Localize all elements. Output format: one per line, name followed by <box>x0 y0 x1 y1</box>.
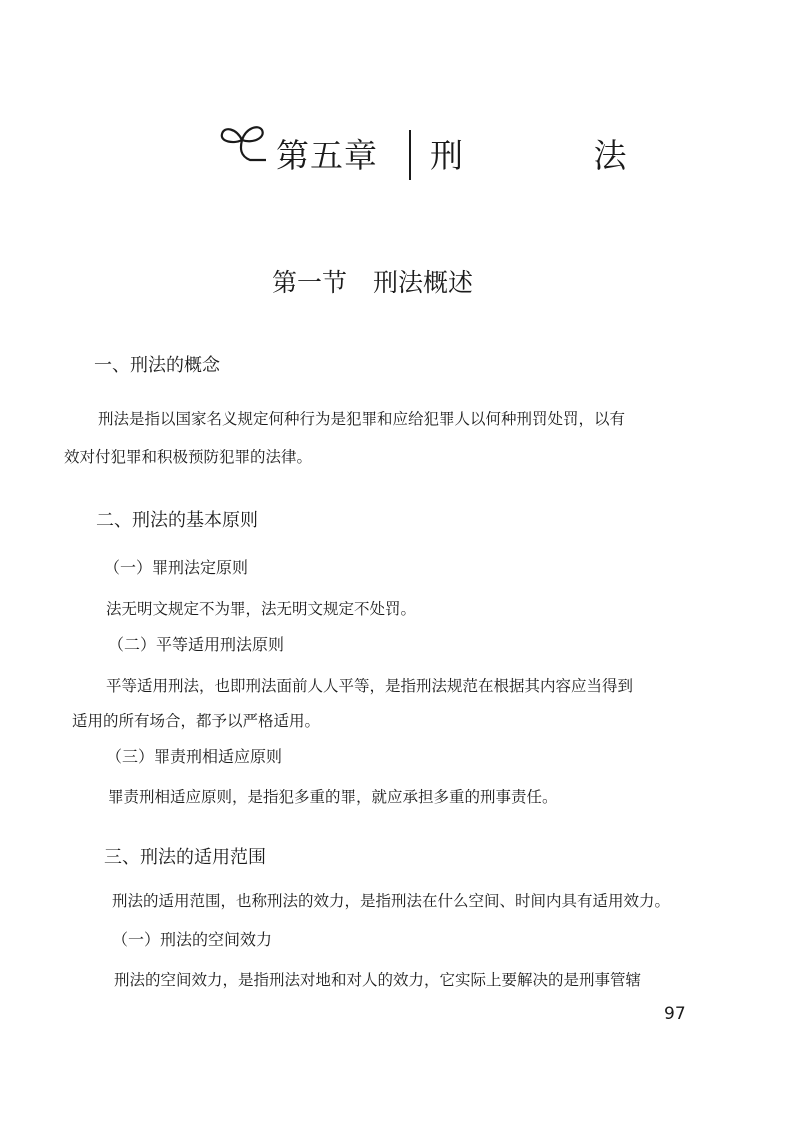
paragraph-line: 效对付犯罪和积极预防犯罪的法律。 <box>64 448 313 466</box>
subheading-equality: （二）平等适用刑法原则 <box>108 635 285 654</box>
heading-concept: 一、刑法的概念 <box>94 355 220 376</box>
paragraph-line: 法无明文规定不为罪，法无明文规定不处罚。 <box>106 600 417 618</box>
subheading-spatial: （一）刑法的空间效力 <box>112 930 273 949</box>
heading-scope: 三、刑法的适用范围 <box>104 847 266 868</box>
subheading-legality: （一）罪刑法定原则 <box>104 558 249 577</box>
paragraph-line: 刑法是指以国家名义规定何种行为是犯罪和应给犯罪人以何种刑罚处罚，以有 <box>98 410 626 428</box>
sprout-icon <box>216 118 268 166</box>
page-number: 97 <box>664 1004 686 1024</box>
chapter-number: 第五章 <box>276 136 378 175</box>
paragraph-line: 刑法的空间效力，是指刑法对地和对人的效力，它实际上要解决的是刑事管辖 <box>114 971 642 989</box>
section-name: 刑法概述 <box>373 268 474 297</box>
paragraph-line: 刑法的适用范围，也称刑法的效力，是指刑法在什么空间、时间内具有适用效力。 <box>112 892 671 910</box>
chapter-title: 刑 法 <box>430 136 687 175</box>
chapter-divider <box>409 130 411 180</box>
subheading-proportionality: （三）罪责刑相适应原则 <box>106 747 283 766</box>
section-number: 第一节 <box>272 268 348 297</box>
paragraph-line: 平等适用刑法，也即刑法面前人人平等，是指刑法规范在根据其内容应当得到 <box>106 677 634 695</box>
heading-principles: 二、刑法的基本原则 <box>96 510 258 531</box>
section-title <box>272 266 473 300</box>
paragraph-line: 罪责刑相适应原则，是指犯多重的罪，就应承担多重的刑事责任。 <box>108 788 558 806</box>
paragraph-line: 适用的所有场合，都予以严格适用。 <box>72 712 321 730</box>
